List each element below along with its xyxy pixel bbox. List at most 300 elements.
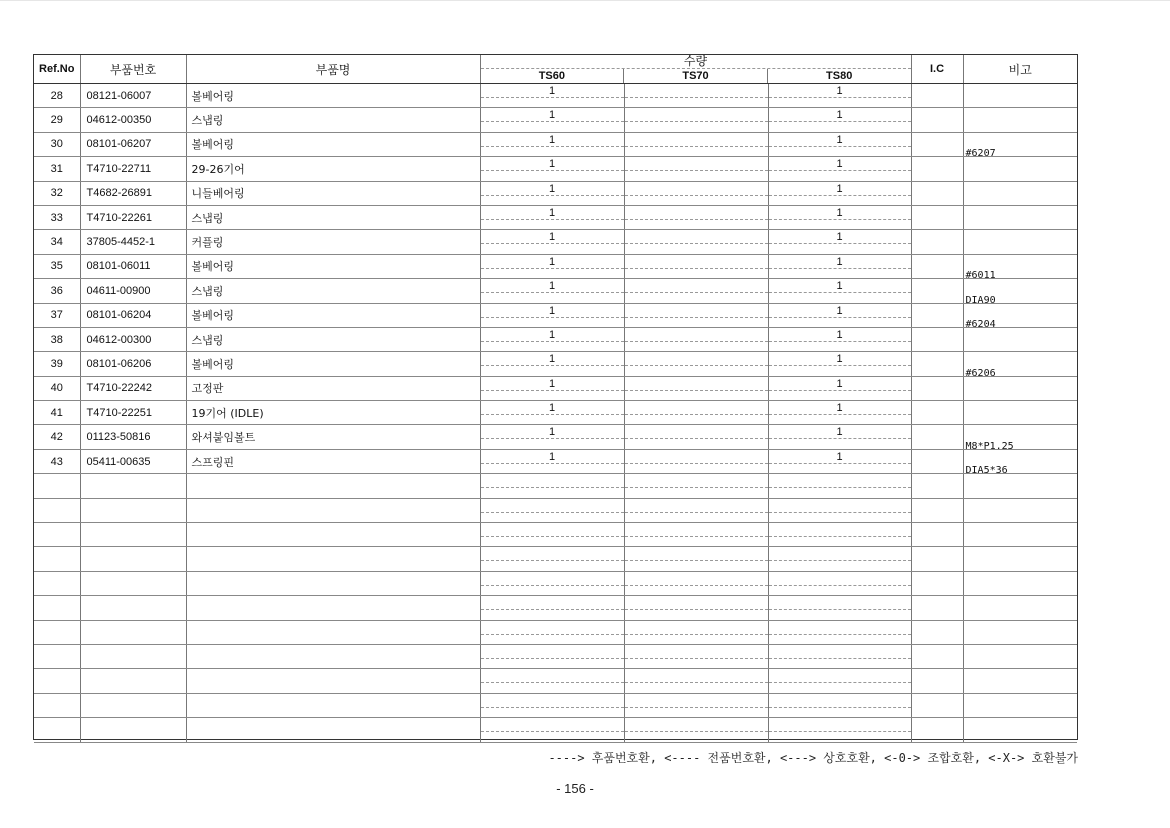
table-header-row: [34, 55, 1077, 84]
header-model-ts80: TS80: [826, 70, 853, 82]
part-name-cell: 볼베어링: [186, 84, 480, 108]
qty-ts60-cell: [480, 669, 624, 693]
empty-table-row: [34, 498, 1077, 522]
note-cell: DIA5*36: [963, 449, 1077, 473]
header-ic: I.C: [911, 55, 963, 84]
qty-ts80-cell: [768, 523, 911, 547]
part-no-cell: [80, 644, 186, 668]
header-note: 비고: [963, 55, 1077, 84]
qty-ts60-cell: [480, 523, 624, 547]
ic-cell: [911, 84, 963, 108]
part-no-cell: 08101-06204: [80, 303, 186, 327]
dotted-guide-line: [481, 121, 624, 122]
dotted-guide-line: [481, 463, 624, 464]
part-no-cell: [80, 596, 186, 620]
ref-no-cell: 36: [34, 279, 80, 303]
empty-table-row: [34, 693, 1077, 717]
note-cell: [963, 498, 1077, 522]
dotted-guide-line: [625, 487, 768, 488]
empty-table-row: [34, 644, 1077, 668]
ic-cell: [911, 303, 963, 327]
ref-no-cell: 37: [34, 303, 80, 327]
part-name-cell: 스프링핀: [186, 449, 480, 473]
dotted-guide-line: [625, 585, 768, 586]
dotted-guide-line: [625, 414, 768, 415]
qty-ts70-cell: [624, 181, 768, 205]
note-cell: [963, 181, 1077, 205]
ic-cell: [911, 425, 963, 449]
qty-ts70-cell: [624, 474, 768, 498]
part-name-cell: 스냅링: [186, 108, 480, 132]
dotted-guide-line: [481, 97, 624, 98]
part-no-cell: 01123-50816: [80, 425, 186, 449]
table-row: [34, 425, 1077, 449]
dotted-guide-line: [769, 195, 911, 196]
ref-no-cell: [34, 669, 80, 693]
ic-cell: [911, 157, 963, 181]
dotted-guide-line: [769, 560, 911, 561]
dotted-guide-line: [625, 121, 768, 122]
header-model-ts60: TS60: [481, 69, 625, 83]
dotted-guide-line: [769, 390, 911, 391]
dotted-guide-line: [769, 341, 911, 342]
dotted-guide-line: [625, 365, 768, 366]
dotted-guide-line: [625, 317, 768, 318]
part-no-cell: 08101-06206: [80, 352, 186, 376]
qty-ts60-cell: 1: [480, 132, 624, 156]
dotted-guide-line: [625, 219, 768, 220]
dotted-guide-line: [481, 585, 624, 586]
qty-ts80-cell: 1: [768, 132, 911, 156]
dotted-guide-line: [769, 585, 911, 586]
dotted-guide-line: [481, 536, 624, 537]
qty-ts70-cell: [624, 718, 768, 742]
dotted-guide-line: [769, 219, 911, 220]
ref-no-cell: [34, 693, 80, 717]
qty-ts70-cell: [624, 254, 768, 278]
part-no-cell: T4710-22251: [80, 401, 186, 425]
ref-no-cell: 38: [34, 327, 80, 351]
dotted-guide-line: [769, 463, 911, 464]
ref-no-cell: 43: [34, 449, 80, 473]
ref-no-cell: 34: [34, 230, 80, 254]
dotted-guide-line: [481, 365, 624, 366]
qty-ts70-cell: [624, 425, 768, 449]
table-row: [34, 84, 1077, 108]
empty-table-row: [34, 571, 1077, 595]
ref-no-cell: 31: [34, 157, 80, 181]
qty-ts80-cell: [768, 596, 911, 620]
part-no-cell: [80, 498, 186, 522]
parts-table-frame: [33, 54, 1078, 740]
part-no-cell: [80, 523, 186, 547]
qty-ts60-cell: [480, 498, 624, 522]
note-cell: #6207: [963, 132, 1077, 156]
ref-no-cell: 30: [34, 132, 80, 156]
qty-ts60-cell: 1: [480, 401, 624, 425]
qty-ts60-cell: 1: [480, 303, 624, 327]
note-cell: [963, 669, 1077, 693]
table-row: [34, 352, 1077, 376]
qty-ts80-cell: [768, 669, 911, 693]
part-no-cell: T4710-22711: [80, 157, 186, 181]
table-row: [34, 449, 1077, 473]
empty-table-row: [34, 718, 1077, 742]
ref-no-cell: [34, 644, 80, 668]
part-name-cell: [186, 620, 480, 644]
dotted-guide-line: [769, 682, 911, 683]
part-no-cell: 08101-06011: [80, 254, 186, 278]
qty-ts70-cell: [624, 620, 768, 644]
note-cell: [963, 620, 1077, 644]
part-no-cell: [80, 547, 186, 571]
table-row: [34, 401, 1077, 425]
table-row: [34, 230, 1077, 254]
part-no-cell: 04612-00350: [80, 108, 186, 132]
ic-cell: [911, 644, 963, 668]
dotted-guide-line: [625, 146, 768, 147]
part-name-cell: [186, 523, 480, 547]
qty-ts80-cell: 1: [768, 425, 911, 449]
table-row: [34, 376, 1077, 400]
dotted-guide-line: [769, 170, 911, 171]
part-no-cell: 04612-00300: [80, 327, 186, 351]
ref-no-cell: 41: [34, 401, 80, 425]
note-cell: [963, 718, 1077, 742]
qty-ts70-cell: [624, 132, 768, 156]
dotted-guide-line: [769, 97, 911, 98]
header-quantity: [480, 55, 911, 84]
ref-no-cell: [34, 474, 80, 498]
ic-cell: [911, 718, 963, 742]
dotted-guide-line: [481, 609, 624, 610]
page-number: - 156 -: [556, 781, 594, 796]
note-cell: #6206: [963, 352, 1077, 376]
note-cell: [963, 376, 1077, 400]
part-name-cell: 29-26기어: [186, 157, 480, 181]
part-no-cell: [80, 474, 186, 498]
ic-cell: [911, 401, 963, 425]
table-row: [34, 279, 1077, 303]
qty-ts60-cell: [480, 718, 624, 742]
empty-table-row: [34, 547, 1077, 571]
qty-ts60-cell: [480, 596, 624, 620]
dotted-guide-line: [625, 243, 768, 244]
note-cell: [963, 108, 1077, 132]
part-no-cell: T4682-26891: [80, 181, 186, 205]
ref-no-cell: 39: [34, 352, 80, 376]
qty-ts60-cell: 1: [480, 376, 624, 400]
ic-cell: [911, 327, 963, 351]
qty-ts60-cell: [480, 571, 624, 595]
part-no-cell: [80, 571, 186, 595]
header-ref-no: Ref.No: [34, 55, 80, 84]
dotted-guide-line: [625, 292, 768, 293]
part-name-cell: [186, 498, 480, 522]
part-no-cell: T4710-22242: [80, 376, 186, 400]
dotted-guide-line: [481, 146, 624, 147]
dotted-guide-line: [625, 634, 768, 635]
dotted-guide-line: [481, 219, 624, 220]
ic-cell: [911, 108, 963, 132]
qty-ts80-cell: 1: [768, 303, 911, 327]
dotted-guide-line: [625, 731, 768, 732]
qty-ts80-cell: [768, 718, 911, 742]
table-row: [34, 181, 1077, 205]
qty-ts60-cell: 1: [480, 425, 624, 449]
qty-ts80-cell: 1: [768, 230, 911, 254]
part-name-cell: [186, 547, 480, 571]
part-name-cell: [186, 571, 480, 595]
part-no-cell: [80, 693, 186, 717]
note-cell: [963, 157, 1077, 181]
ic-cell: [911, 230, 963, 254]
table-body: [34, 84, 1077, 743]
qty-ts60-cell: 1: [480, 230, 624, 254]
dotted-guide-line: [625, 97, 768, 98]
qty-ts80-cell: [768, 474, 911, 498]
qty-ts70-cell: [624, 352, 768, 376]
dotted-guide-line: [769, 268, 911, 269]
part-name-cell: 스냅링: [186, 205, 480, 229]
ic-cell: [911, 547, 963, 571]
dotted-guide-line: [769, 292, 911, 293]
qty-ts60-cell: 1: [480, 84, 624, 108]
qty-ts70-cell: [624, 571, 768, 595]
qty-ts80-cell: 1: [768, 181, 911, 205]
ref-no-cell: 29: [34, 108, 80, 132]
ref-no-cell: [34, 596, 80, 620]
part-no-cell: T4710-22261: [80, 205, 186, 229]
dotted-guide-line: [481, 487, 624, 488]
note-cell: DIA90: [963, 279, 1077, 303]
dotted-guide-line: [481, 243, 624, 244]
qty-ts60-cell: 1: [480, 352, 624, 376]
parts-table: [34, 55, 1077, 743]
part-no-cell: 37805-4452-1: [80, 230, 186, 254]
ic-cell: [911, 279, 963, 303]
dotted-guide-line: [481, 341, 624, 342]
ref-no-cell: [34, 718, 80, 742]
table-row: [34, 303, 1077, 327]
note-cell: M8*P1.25: [963, 425, 1077, 449]
qty-ts70-cell: [624, 157, 768, 181]
dotted-guide-line: [481, 390, 624, 391]
qty-ts60-cell: 1: [480, 279, 624, 303]
qty-ts60-cell: [480, 547, 624, 571]
dotted-guide-line: [769, 609, 911, 610]
ic-cell: [911, 352, 963, 376]
ic-cell: [911, 376, 963, 400]
dotted-guide-line: [769, 536, 911, 537]
ic-cell: [911, 669, 963, 693]
dotted-guide-line: [769, 243, 911, 244]
qty-ts70-cell: [624, 401, 768, 425]
dotted-guide-line: [625, 195, 768, 196]
dotted-guide-line: [769, 707, 911, 708]
dotted-guide-line: [481, 195, 624, 196]
empty-table-row: [34, 620, 1077, 644]
dotted-guide-line: [625, 658, 768, 659]
qty-ts80-cell: [768, 620, 911, 644]
dotted-guide-line: [481, 292, 624, 293]
dotted-guide-line: [481, 682, 624, 683]
qty-ts80-cell: 1: [768, 401, 911, 425]
note-cell: [963, 571, 1077, 595]
qty-ts60-cell: [480, 693, 624, 717]
note-cell: [963, 693, 1077, 717]
part-name-cell: 볼베어링: [186, 132, 480, 156]
part-no-cell: [80, 620, 186, 644]
note-cell: [963, 547, 1077, 571]
table-row: [34, 254, 1077, 278]
note-cell: [963, 230, 1077, 254]
part-name-cell: [186, 693, 480, 717]
qty-ts80-cell: 1: [768, 449, 911, 473]
qty-ts60-cell: 1: [480, 254, 624, 278]
ic-cell: [911, 254, 963, 278]
dotted-guide-line: [625, 560, 768, 561]
qty-ts70-cell: [624, 205, 768, 229]
dotted-guide-line: [625, 512, 768, 513]
qty-ts80-cell: [768, 693, 911, 717]
dotted-guide-line: [481, 512, 624, 513]
qty-ts80-cell: 1: [768, 352, 911, 376]
qty-ts60-cell: 1: [480, 327, 624, 351]
part-no-cell: 05411-00635: [80, 449, 186, 473]
part-no-cell: [80, 718, 186, 742]
qty-ts70-cell: [624, 327, 768, 351]
qty-ts80-cell: 1: [768, 108, 911, 132]
dotted-guide-line: [769, 121, 911, 122]
dotted-guide-line: [769, 146, 911, 147]
table-row: [34, 108, 1077, 132]
part-name-cell: 볼베어링: [186, 303, 480, 327]
ic-cell: [911, 205, 963, 229]
qty-ts70-cell: [624, 693, 768, 717]
dotted-guide-line: [625, 536, 768, 537]
ref-no-cell: [34, 523, 80, 547]
ref-no-cell: [34, 571, 80, 595]
ref-no-cell: [34, 620, 80, 644]
qty-ts60-cell: 1: [480, 205, 624, 229]
dotted-guide-line: [769, 414, 911, 415]
header-model-ts70: TS70: [624, 69, 768, 83]
ref-no-cell: 35: [34, 254, 80, 278]
dotted-guide-line: [769, 634, 911, 635]
ref-no-cell: 40: [34, 376, 80, 400]
ic-cell: [911, 498, 963, 522]
dotted-guide-line: [481, 268, 624, 269]
empty-table-row: [34, 669, 1077, 693]
ref-no-cell: 33: [34, 205, 80, 229]
dotted-guide-line: [481, 560, 624, 561]
ic-cell: [911, 596, 963, 620]
dotted-guide-line: [625, 609, 768, 610]
dotted-guide-line: [625, 682, 768, 683]
qty-ts70-cell: [624, 376, 768, 400]
qty-ts70-cell: [624, 449, 768, 473]
part-no-cell: 04611-00900: [80, 279, 186, 303]
dotted-guide-line: [625, 268, 768, 269]
table-row: [34, 132, 1077, 156]
ic-cell: [911, 620, 963, 644]
note-cell: [963, 644, 1077, 668]
qty-ts80-cell: 1: [768, 376, 911, 400]
header-quantity-label: 수량: [683, 55, 708, 68]
ic-cell: [911, 449, 963, 473]
ref-no-cell: [34, 498, 80, 522]
qty-ts70-cell: [624, 547, 768, 571]
part-name-cell: 와셔붙임볼트: [186, 425, 480, 449]
qty-ts60-cell: [480, 620, 624, 644]
qty-ts70-cell: [624, 669, 768, 693]
table-row: [34, 205, 1077, 229]
ic-cell: [911, 571, 963, 595]
qty-ts70-cell: [624, 279, 768, 303]
dotted-guide-line: [769, 731, 911, 732]
qty-ts80-cell: 1: [768, 279, 911, 303]
empty-table-row: [34, 596, 1077, 620]
part-name-cell: 스냅링: [186, 279, 480, 303]
qty-ts80-cell: [768, 644, 911, 668]
dotted-guide-line: [481, 170, 624, 171]
dotted-guide-line: [769, 365, 911, 366]
part-name-cell: [186, 474, 480, 498]
note-cell: [963, 401, 1077, 425]
ic-cell: [911, 523, 963, 547]
table-row: [34, 327, 1077, 351]
dotted-guide-line: [481, 707, 624, 708]
ref-no-cell: 42: [34, 425, 80, 449]
qty-ts80-cell: [768, 571, 911, 595]
ref-no-cell: [34, 547, 80, 571]
note-cell: [963, 523, 1077, 547]
qty-ts60-cell: 1: [480, 108, 624, 132]
qty-ts80-cell: 1: [768, 205, 911, 229]
table-row: [34, 157, 1077, 181]
qty-ts70-cell: [624, 108, 768, 132]
part-name-cell: 볼베어링: [186, 254, 480, 278]
part-name-cell: [186, 596, 480, 620]
part-name-cell: [186, 718, 480, 742]
qty-ts80-cell: 1: [768, 327, 911, 351]
note-cell: [963, 205, 1077, 229]
dotted-guide-line: [481, 414, 624, 415]
dotted-guide-line: [769, 487, 911, 488]
part-name-cell: 니들베어링: [186, 181, 480, 205]
note-cell: [963, 327, 1077, 351]
empty-table-row: [34, 474, 1077, 498]
dotted-guide-line: [481, 634, 624, 635]
part-name-cell: 19기어 (IDLE): [186, 401, 480, 425]
qty-ts70-cell: [624, 498, 768, 522]
note-cell: [963, 84, 1077, 108]
part-name-cell: 고정판: [186, 376, 480, 400]
dotted-guide-line: [625, 170, 768, 171]
qty-ts70-cell: [624, 523, 768, 547]
qty-ts70-cell: [624, 84, 768, 108]
dotted-guide-line: [769, 317, 911, 318]
dotted-guide-line: [625, 438, 768, 439]
header-part-no: 부품번호: [80, 55, 186, 84]
dotted-guide-line: [481, 438, 624, 439]
part-no-cell: [80, 669, 186, 693]
part-name-cell: 커플링: [186, 230, 480, 254]
part-name-cell: 스냅링: [186, 327, 480, 351]
ref-no-cell: 32: [34, 181, 80, 205]
part-name-cell: 볼베어링: [186, 352, 480, 376]
